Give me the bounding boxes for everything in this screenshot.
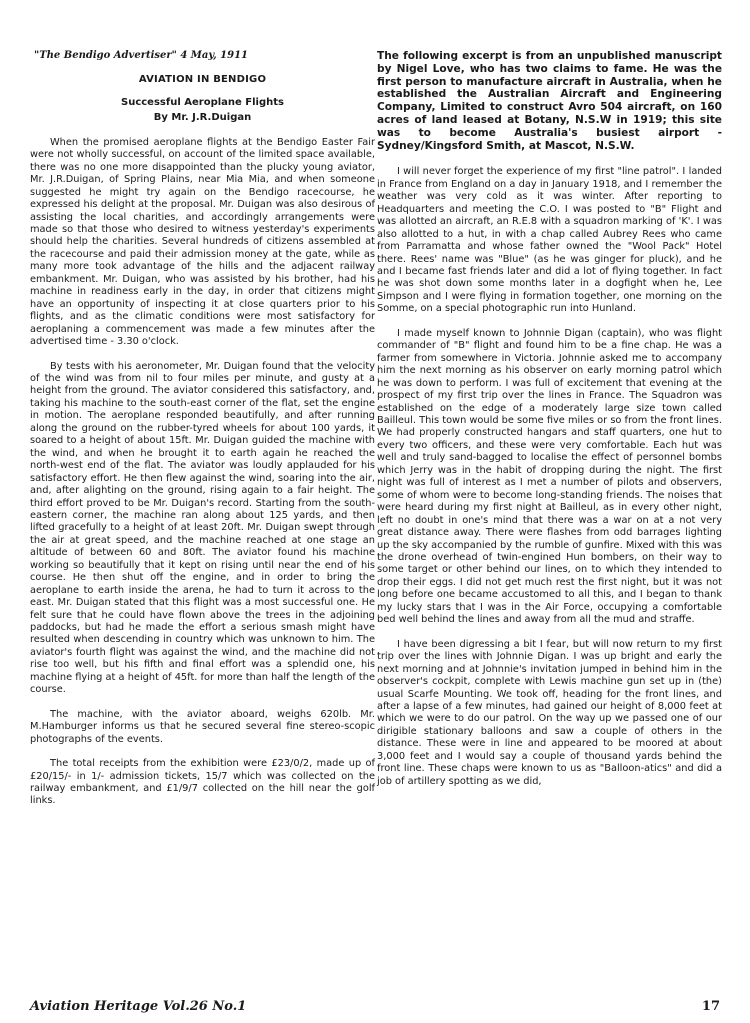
article-paragraph: By tests with his aeronometer, Mr. Duigan found that the velocity of the wind was from nil to four miles per minute, and gusty at a height from the ground. The aviator considered this satisfactory, and, taking his machine to the south-east corner of the flat, set the engine in motion. The aeroplane responded beautifully, and after running along the ground on the rubber-tyred wheels for about 100 yards, it soared to a height of about 15ft. Mr. Duigan guided the machine with the wind, and when he brought it to earth again he reached the north-west end of the flat. The aviator was loudly applauded for his satisfactory effort. He then flew against the wind, soaring into the air, and, after alighting on the ground, rising again to a fair height. The third effort proved to be Mr. Duigan's record. Starting from the south-eastern corner, the machine ran along about 125 yards, and then lifted gracefully to a height of at least 20ft. Mr. Duigan swept through the air at great speed, and the machine reached at one stage an altitude of between 60 and 80ft. The aviator found his machine working so beautifully that it kept on rising until near the end of his course. He then shut off the engine, and in order to bring the aeroplane to earth inside the arena, he had to turn it across to the east. Mr. Duigan stated that this flight was a most successful one. He felt sure that he could have flown above the trees in the adjoining paddocks, but had he made the effort a serious smash might have resulted when descending in country which was unknown to him. The aviator's fourth flight was against the wind, and the machine did not rise too well, but his fifth and final effort was a splendid one, his machine flying at a height of 45ft. for more than half the length of the course. (30, 360, 375, 696)
excerpt-paragraph: I have been digressing a bit I fear, but will now return to my first trip over the lines with Johnnie Digan. I was up bright and early the next morning and at Johnnie's invitation jumped in behind him in the observer's cockpit, complete with Lewis machine gun set up in (the) usual Scarfe Mounting. We took off, heading for the front lines, and after a lapse of a few minutes, had gained our height of 8,000 feet at which we were to do our patrol. On the way up we passed one of our dirigible stationary balloons and saw a couple of others in the distance. These were in line and appeared to be moored at about 3,000 feet and I would say a couple of thousand yards behind the front line. These chaps were known to us as "Balloon-atics" and did a job of artillery spotting as we did, (377, 638, 722, 787)
excerpt-paragraph: I made myself known to Johnnie Digan (captain), who was flight commander of "B" flight and found him to be a fine chap. He was a farmer from somewhere in Victoria. Johnnie asked me to accompany him the next morning as his observer on early morning patrol which he was down to perform. I was full of excitement that evening at the prospect of my first trip over the lines in France. The Squadron was established on the edge of a moderately large size town called Bailleul. This town would be some five miles or so from the front lines. We had properly constructed hangars and staff quarters, one hut to every two officers, and these were very comfortable. Each hut was well and truly sand-bagged to localise the effect of personnel bombs which Jerry was in the habit of dropping during the night. The first night was full of interest as I met a number of pilots and observers, some of whom were to become long-standing friends. The noises that were heard during my first night at Bailleul, as in every other night, left no doubt in one's mind that there was a war on at a not very great distance away. There were flashes from odd barrages lighting up the sky accompanied by the rumble of gunfire. Mixed with this was the drone overhead of twin-engined Hun bombers, on their way to some target or other behind our lines, on to which they intended to drop their eggs. I did not get much rest the first night, but it was not long before one became accustomed to all this, and I began to thank my lucky stars that I was in the Air Force, occupying a comfortable bed well behind the lines and away from all the mud and straffe. (377, 327, 722, 626)
article-paragraph: The machine, with the aviator aboard, weighs 620lb. Mr. M.Hamburger informs us that he secured several fine stereo-scopic photographs of the events. (30, 708, 375, 745)
page-footer (30, 999, 720, 1019)
publication-title: Aviation Heritage Vol.26 No.1 (30, 999, 247, 1014)
page-number: 17 (701, 999, 720, 1014)
source-citation: "The Bendigo Advertiser" 4 May, 1911 (34, 50, 248, 61)
article-headline: AVIATION IN BENDIGO (138, 74, 267, 86)
article-paragraph: When the promised aeroplane flights at the Bendigo Easter Fair were not wholly successful, on account of the limited space available, there was no one more disappointed than the plucky young aviator, Mr. J.R.Duigan, of Spring Plains, near Mia Mia, and when someone suggested he might try again on the Bendigo racecourse, he expressed his delight at the proposal. Mr. Duigan was also desirous of assisting the local charities, and accordingly arrangements were made so that those who desired to witness yesterday's experiments should help the charities. Several hundreds of citizens assembled at the racecourse and paid their admission money at the gate, while as many more took advantage of the hills and the adjacent railway embankment. Mr. Duigan, who was assisted by his brother, had his machine in readiness early in the day, in order that citizens might have an opportunity of inspecting it at close quarters prior to his flights, and as the climatic conditions were most satisfactory for aeroplaning a commencement was made a few minutes after the advertised time - 3.30 o'clock. (30, 136, 375, 348)
excerpt-intro: The following excerpt is from an unpublished manuscript by Nigel Love, who has two claims to fame. He was the first person to manufacture aircraft in Australia, when he established the Australian Aircraft and Engineering Company, Limited to construct Avro 504 aircraft, on 160 acres of land leased at Botany, N.S.W in 1919; this site was to become Australia's busiest airport - Sydney/Kingsford Smith, at Mascot, N.S.W. (377, 50, 722, 152)
left-column (30, 50, 375, 820)
right-column (377, 50, 722, 800)
article-subheadline: Successful Aeroplane Flights (121, 96, 284, 108)
excerpt-paragraph: I will never forget the experience of my first "line patrol". I landed in France from England on a day in January 1918, and I remember the weather was very cold as it was winter. After reporting to Headquarters and meeting the C.O. I was posted to "B" Flight and was allotted an aircraft, an R.E.8 with a squadron marking of 'K'. I was also allotted to a hut, in with a chap called Aubrey Rees who came from Parramatta and whose father owned the "Wool Pack" Hotel there. Rees' name was "Blue" (as he was ginger for pluck), and he and I became fast friends later and did a lot of flying together. In fact he was shot down some months later in a dogfight when he, Lee Simpson and I were flying in formation together, one morning on the Somme, on a special photographic run into Hunland. (377, 166, 722, 315)
article-paragraph: The total receipts from the exhibition were £23/0/2, made up of £20/15/- in 1/- admission tickets, 15/7 which was collected on the railway embankment, and £1/9/7 collected on the hill near the golf links. (30, 758, 375, 807)
article-byline: By Mr. J.R.Duigan (153, 112, 252, 124)
